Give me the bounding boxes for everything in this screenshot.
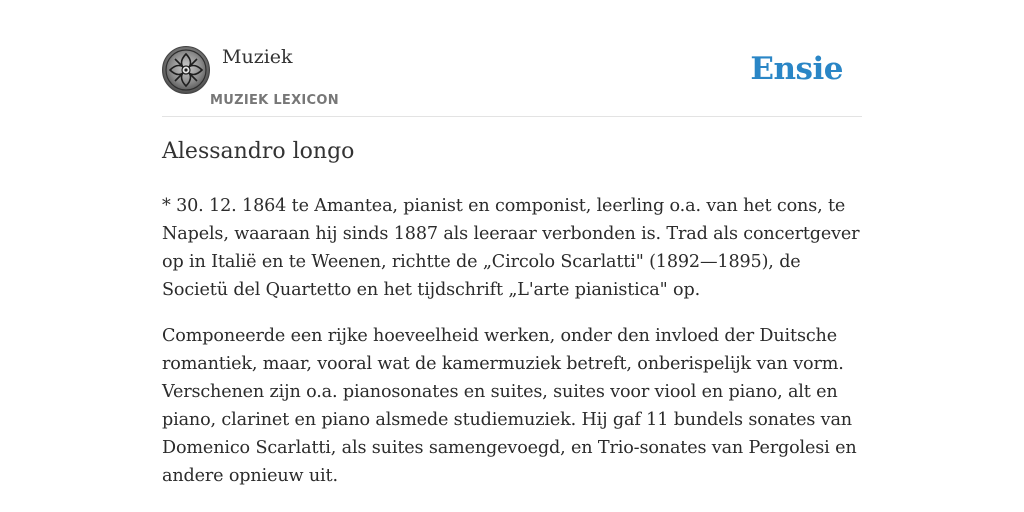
article-paragraph: Componeerde een rijke hoeveelheid werken, onder den invloed der Duitsche romantiek, maar, vooral wat de kamermuziek betreft, onberispelijk van vorm. Verschenen zijn o.a. pianosonates en suites, suites voor viool en piano, alt en piano, clarinet en piano alsmede studiemuziek. Hij gaf 11 bundels sonates van Domenico Scarlatti, als suites samengevoegd, en Trio-sonates van Pergolesi en andere opnieuw uit. [162,326,857,486]
source-subtitle[interactable]: MUZIEK LEXICON [210,93,339,108]
ornamental-emblem-icon[interactable] [162,46,210,94]
article-paragraph: * 30. 12. 1864 te Amantea, pianist en componist, leerling o.a. van het cons, te Napels, waaraan hij sinds 1887 als leeraar verbonden is. Trad als concertgever op in Italië en te Weenen, richtte de „Circolo Scarlatti" (1892—1895), de Societü del Quartetto en het tijdschrift „L'arte pianistica" op. [162,196,860,300]
article-body [162,192,862,508]
header [162,0,862,117]
brand-logo[interactable]: Ensie [750,51,843,87]
article-title: Alessandro longo [162,139,355,164]
source-title[interactable]: Muziek [222,46,293,68]
page [162,0,862,512]
